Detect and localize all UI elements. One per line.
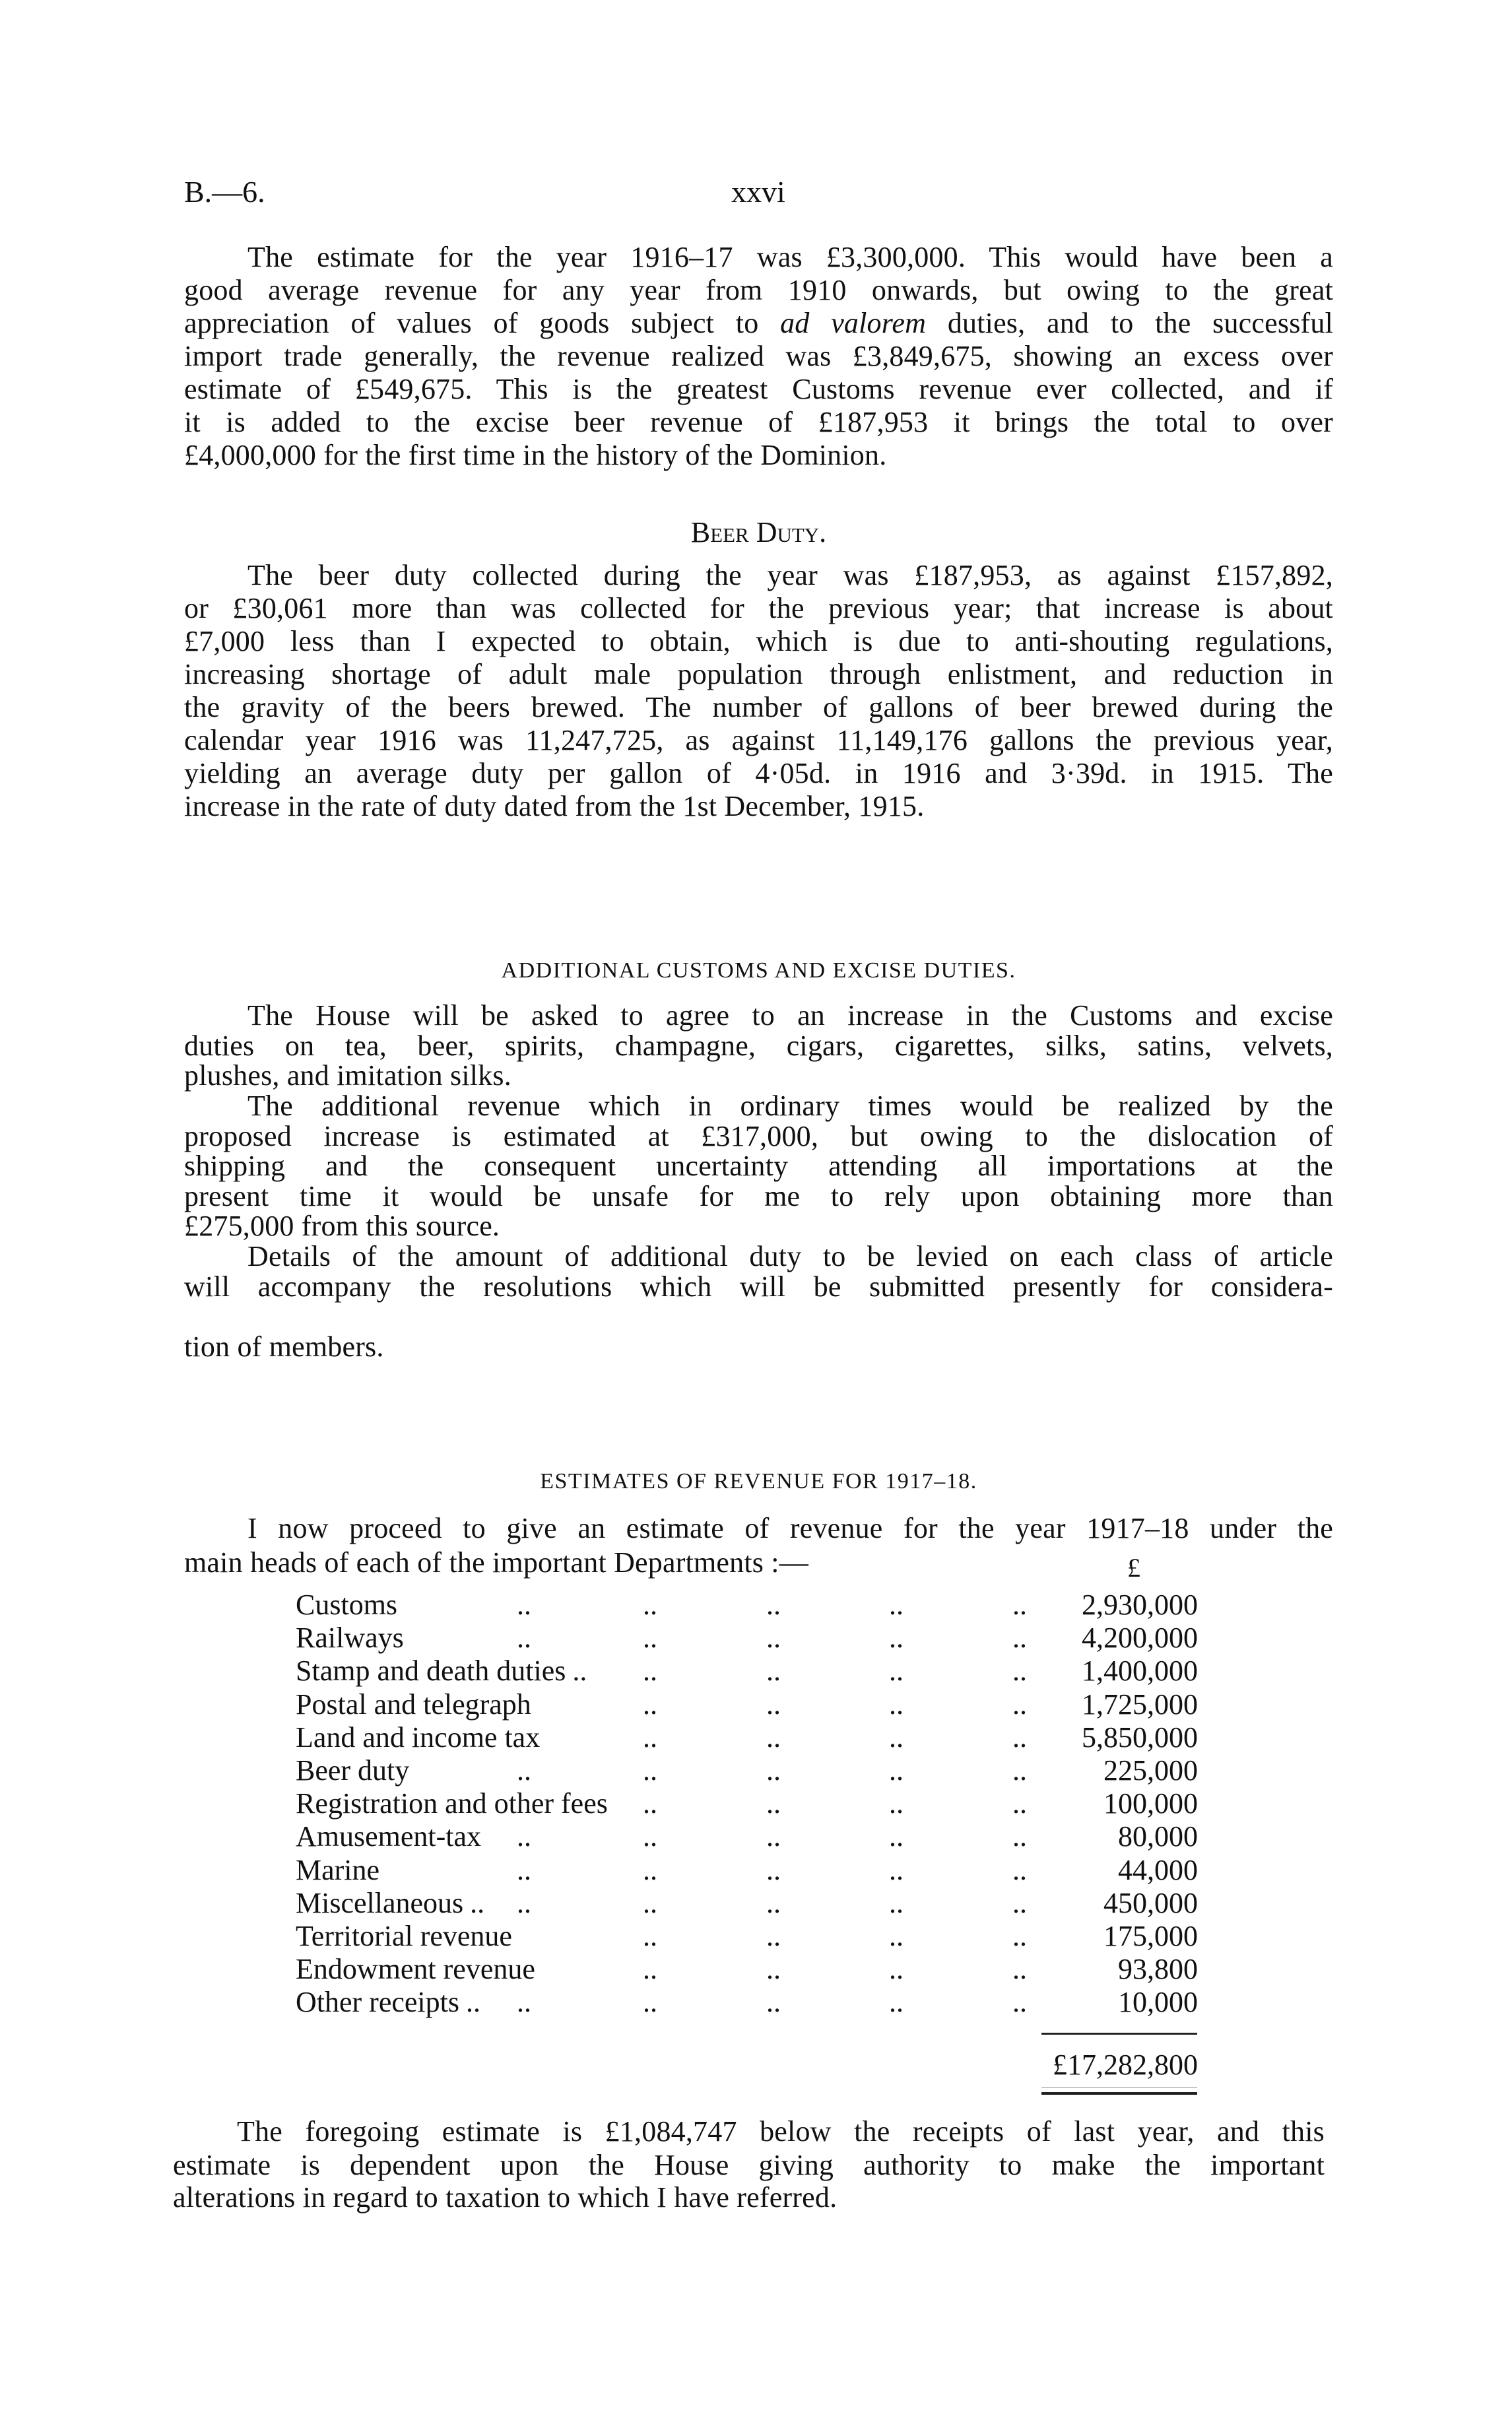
leader-dots: ..: [1012, 1754, 1027, 1787]
revenue-head-label: Registration and other fees: [296, 1787, 608, 1820]
paragraph-line: import trade generally, the revenue realized was £3,849,675, showing an excess over: [184, 340, 1333, 372]
leader-dots: ..: [517, 1853, 531, 1886]
leader-dots: ..: [766, 1953, 781, 1986]
section-heading-additional-duties: ADDITIONAL CUSTOMS AND EXCISE DUTIES.: [501, 958, 1016, 983]
revenue-head-label: Miscellaneous: [296, 1886, 464, 1919]
leader-dots: ..: [1012, 1787, 1027, 1820]
paragraph-line: £275,000 from this source.: [184, 1210, 500, 1242]
table-row: [296, 1721, 1198, 1754]
total-rule-top: [1041, 2033, 1197, 2035]
revenue-amount: 93,800: [1118, 1953, 1198, 1986]
leader-dots: ..: [889, 1622, 904, 1655]
leader-dots: ..: [1012, 1820, 1027, 1853]
leader-dots: ..: [766, 1886, 781, 1919]
leader-dots: ..: [1012, 1721, 1027, 1754]
paragraph-line: it is added to the excise beer revenue of £187,953 it brings the total to over: [184, 406, 1333, 438]
table-row: [296, 1688, 1198, 1721]
revenue-amount: 44,000: [1118, 1853, 1198, 1886]
table-row: [296, 1754, 1198, 1787]
leader-dots: ..: [517, 1986, 531, 2019]
revenue-amount: 2,930,000: [1082, 1589, 1198, 1621]
revenue-head-label: Marine: [296, 1853, 380, 1886]
document-reference: B.—6.: [184, 175, 265, 209]
leader-dots: ..: [517, 1886, 531, 1919]
leader-dots: ..: [766, 1688, 781, 1721]
leader-dots: ..: [766, 1820, 781, 1853]
table-row: [296, 1589, 1198, 1622]
leader-dots: ..: [1012, 1622, 1027, 1655]
paragraph-line: appreciation of values of goods subject to ad valorem duties, and to the successful: [184, 307, 1333, 339]
paragraph-line: yielding an average duty per gallon of 4·05d. in 1916 and 3·39d. in 1915. The: [184, 757, 1333, 789]
revenue-head-label: Amusement-tax: [296, 1820, 482, 1853]
paragraph-line: tion of members.: [184, 1331, 384, 1363]
paragraph-line: £7,000 less than I expected to obtain, which is due to anti-shouting regulations,: [184, 625, 1333, 657]
revenue-head-label: Endowment revenue: [296, 1953, 535, 1986]
paragraph-line: the gravity of the beers brewed. The number of gallons of beer brewed during the: [184, 691, 1333, 723]
leader-dots: ..: [1012, 1986, 1027, 2019]
estimates-intro-line: main heads of each of the important Departments :—: [184, 1546, 808, 1579]
leader-dots: ..: [889, 1820, 904, 1853]
paragraph-line: increasing shortage of adult male population through enlistment, and reduction in: [184, 658, 1333, 690]
italic-term: ad valorem: [780, 307, 927, 339]
table-row: [296, 1655, 1198, 1688]
leader-dots: ..: [643, 1820, 657, 1853]
leader-dots: ..: [889, 1953, 904, 1986]
leader-dots: ..: [643, 1986, 657, 2019]
leader-dots: ..: [643, 1853, 657, 1886]
leader-dots: ..: [1012, 1886, 1027, 1919]
table-row: [296, 1887, 1198, 1920]
leader-dots: ..: [766, 1655, 781, 1688]
leader-dots: ..: [466, 1986, 480, 2019]
leader-dots: ..: [889, 1886, 904, 1919]
leader-dots: ..: [643, 1787, 657, 1820]
paragraph-line: alterations in regard to taxation to which I have referred.: [173, 2181, 838, 2214]
revenue-amount: 450,000: [1103, 1886, 1198, 1919]
leader-dots: ..: [889, 1589, 904, 1621]
section-heading-beer-duty: Beer Duty.: [690, 516, 827, 548]
leader-dots: ..: [1012, 1688, 1027, 1721]
revenue-amount: 10,000: [1118, 1986, 1198, 2019]
revenue-amount: 80,000: [1118, 1820, 1198, 1853]
paragraph-line: The foregoing estimate is £1,084,747 below the receipts of last year, and this: [237, 2115, 1325, 2148]
leader-dots: ..: [1012, 1589, 1027, 1621]
revenue-head-label: Land and income tax: [296, 1721, 541, 1754]
leader-dots: ..: [766, 1622, 781, 1655]
leader-dots: ..: [889, 1688, 904, 1721]
paragraph-line: Details of the amount of additional duty to be levied on each class of article: [247, 1240, 1333, 1272]
paragraph-line: estimate is dependent upon the House giving authority to make the important: [173, 2149, 1325, 2181]
paragraph-line: or £30,061 more than was collected for the previous year; that increase is about: [184, 592, 1333, 624]
revenue-amount: 225,000: [1103, 1754, 1198, 1787]
revenue-amount: 1,725,000: [1082, 1688, 1198, 1721]
revenue-total: £17,282,800: [1053, 2049, 1198, 2081]
leader-dots: ..: [643, 1655, 657, 1688]
revenue-amount: 100,000: [1103, 1787, 1198, 1820]
leader-dots: ..: [643, 1622, 657, 1655]
leader-dots: ..: [889, 1853, 904, 1886]
paragraph-line: good average revenue for any year from 1910 onwards, but owing to the great: [184, 274, 1333, 306]
table-row: [296, 1787, 1198, 1820]
leader-dots: ..: [517, 1820, 531, 1853]
leader-dots: ..: [766, 1754, 781, 1787]
paragraph-line: £4,000,000 for the first time in the history of the Dominion.: [184, 439, 887, 471]
paragraph-line: proposed increase is estimated at £317,000, but owing to the dislocation of: [184, 1120, 1333, 1152]
leader-dots: ..: [766, 1986, 781, 2019]
leader-dots: ..: [517, 1589, 531, 1621]
revenue-head-label: Beer duty: [296, 1754, 410, 1787]
currency-column-header: £: [1127, 1553, 1140, 1583]
paragraph-line: present time it would be unsafe for me to rely upon obtaining more than: [184, 1180, 1333, 1212]
paragraph-line: The beer duty collected during the year was £187,953, as against £157,892,: [247, 559, 1333, 591]
revenue-amount: 5,850,000: [1082, 1721, 1198, 1754]
paragraph-line: estimate of £549,675. This is the greatest Customs revenue ever collected, and if: [184, 373, 1333, 405]
leader-dots: ..: [643, 1754, 657, 1787]
table-row: [296, 1953, 1198, 1986]
leader-dots: ..: [766, 1920, 781, 1952]
leader-dots: ..: [766, 1787, 781, 1820]
leader-dots: ..: [889, 1920, 904, 1952]
revenue-amount: 4,200,000: [1082, 1622, 1198, 1655]
leader-dots: ..: [517, 1622, 531, 1655]
revenue-head-label: Territorial revenue: [296, 1920, 512, 1952]
leader-dots: ..: [1012, 1853, 1027, 1886]
leader-dots: ..: [889, 1787, 904, 1820]
revenue-head-label: Stamp and death duties: [296, 1655, 566, 1688]
revenue-head-label: Railways: [296, 1622, 404, 1655]
leader-dots: ..: [1012, 1655, 1027, 1688]
table-row: [296, 1854, 1198, 1887]
paragraph-line: calendar year 1916 was 11,247,725, as against 11,149,176 gallons the previous year,: [184, 724, 1333, 756]
leader-dots: ..: [766, 1589, 781, 1621]
revenue-head-label: Postal and telegraph: [296, 1688, 531, 1721]
total-rule-double-thick: [1041, 2092, 1197, 2095]
leader-dots: ..: [889, 1721, 904, 1754]
leader-dots: ..: [889, 1655, 904, 1688]
table-row: [296, 1622, 1198, 1655]
revenue-amount: 1,400,000: [1082, 1655, 1198, 1688]
table-row: [296, 1820, 1198, 1853]
paragraph-line: will accompany the resolutions which will be submitted presently for considera-: [184, 1270, 1333, 1303]
revenue-amount: 175,000: [1103, 1920, 1198, 1952]
paragraph-line: The additional revenue which in ordinary times would be realized by the: [247, 1090, 1333, 1122]
leader-dots: ..: [643, 1721, 657, 1754]
table-row: [296, 1920, 1198, 1953]
leader-dots: ..: [766, 1853, 781, 1886]
paragraph-line: increase in the rate of duty dated from the 1st December, 1915.: [184, 790, 925, 822]
estimates-intro-line: I now proceed to give an estimate of revenue for the year 1917–18 under the: [247, 1512, 1333, 1544]
leader-dots: ..: [643, 1953, 657, 1986]
revenue-head-label: Customs: [296, 1589, 398, 1621]
leader-dots: ..: [1012, 1920, 1027, 1952]
leader-dots: ..: [643, 1920, 657, 1952]
page-number: xxvi: [731, 175, 785, 209]
leader-dots: ..: [889, 1754, 904, 1787]
leader-dots: ..: [517, 1754, 531, 1787]
leader-dots: ..: [766, 1721, 781, 1754]
leader-dots: ..: [889, 1986, 904, 2019]
paragraph-line: plushes, and imitation silks.: [184, 1059, 511, 1092]
paragraph-line: The House will be asked to agree to an increase in the Customs and excise: [247, 999, 1333, 1032]
paragraph-line: duties on tea, beer, spirits, champagne, cigars, cigarettes, silks, satins, velvets,: [184, 1030, 1333, 1062]
leader-dots: ..: [572, 1655, 587, 1688]
leader-dots: ..: [1012, 1953, 1027, 1986]
leader-dots: ..: [643, 1688, 657, 1721]
leader-dots: ..: [470, 1886, 485, 1919]
revenue-head-label: Other receipts: [296, 1986, 459, 2019]
leader-dots: ..: [643, 1589, 657, 1621]
paragraph-line: The estimate for the year 1916–17 was £3,300,000. This would have been a: [247, 241, 1333, 273]
table-row: [296, 1986, 1198, 2019]
section-heading-estimates: ESTIMATES OF REVENUE FOR 1917–18.: [540, 1469, 977, 1494]
leader-dots: ..: [643, 1886, 657, 1919]
paragraph-line: shipping and the consequent uncertainty attending all importations at the: [184, 1150, 1333, 1182]
